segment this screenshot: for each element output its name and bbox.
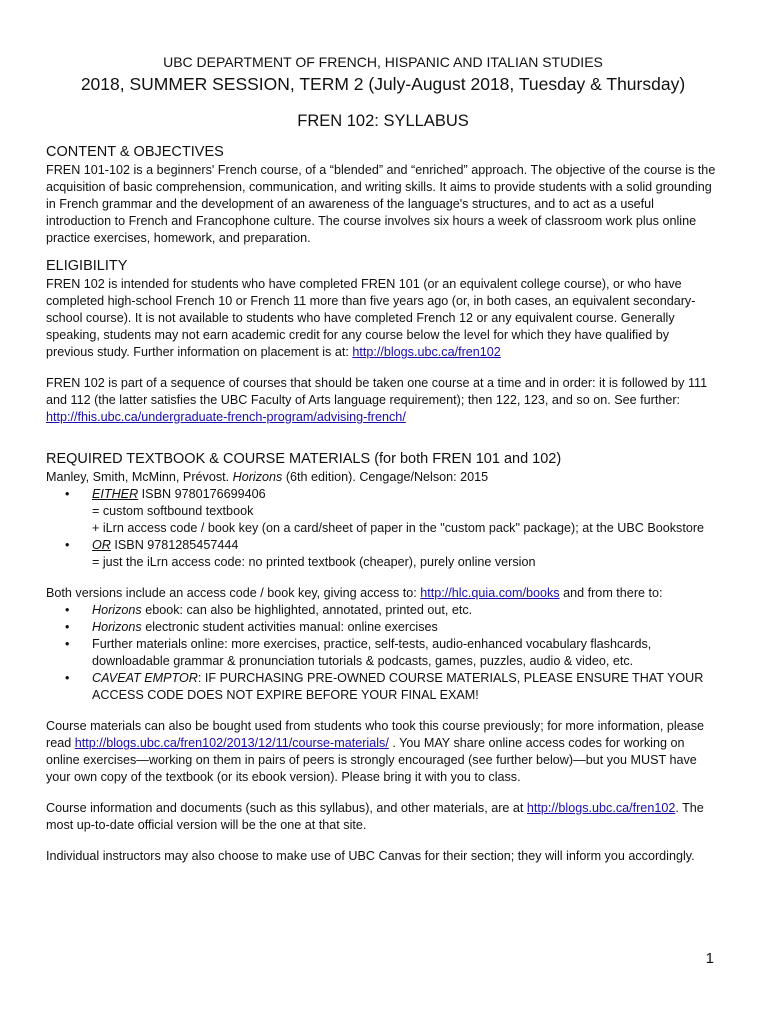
textbook-section: [46, 450, 720, 865]
list-item: [46, 602, 720, 619]
list-item: [46, 636, 720, 670]
citation-title: Horizons: [232, 470, 283, 484]
materials-list: [46, 602, 720, 704]
content-objectives-section: [46, 143, 720, 247]
list-item: [46, 670, 720, 704]
citation-authors: Manley, Smith, McMinn, Prévost.: [46, 470, 233, 484]
citation-rest: (6th edition). Cengage/Nelson: 2015: [282, 470, 489, 484]
bullet-icon: •: [65, 637, 70, 651]
manual-text: electronic student activities manual: online exercises: [141, 620, 438, 634]
option-either-label: EITHER: [92, 487, 139, 501]
used-materials-paragraph: [46, 718, 720, 786]
option-either-desc: = custom softbound textbook: [92, 504, 254, 518]
textbook-citation: [46, 469, 720, 486]
content-heading: CONTENT & OBJECTIVES: [46, 144, 224, 160]
bullet-icon: •: [65, 671, 70, 685]
eligibility-section: [46, 257, 720, 426]
option-or-isbn: ISBN 9781285457444: [110, 538, 239, 552]
page-number: 1: [705, 950, 714, 967]
used-text-1: Course materials can also be bought used from students who took this course previously; for more information, please read: [46, 719, 705, 750]
department-heading: UBC DEPARTMENT OF FRENCH, HISPANIC AND ITALIAN STUDIES: [163, 54, 603, 70]
ebook-title: Horizons: [92, 603, 142, 617]
session-heading: 2018, SUMMER SESSION, TERM 2 (July-August 2018, Tuesday & Thursday): [80, 74, 686, 94]
eligibility-paragraph-1: [46, 276, 720, 361]
used-text-2: . You MAY share online access codes for working on online exercises—working on them in pairs of peers is strongly encouraged (see further below)—but you MUST have your own copy of the textbook (or its ebook version). Please bring it with you to class.: [46, 736, 697, 784]
eligibility-text-2: FREN 102 is part of a sequence of courses that should be taken one course at a time and in order: it is followed by 111 and 112 (the latter satisfies the UBC Faculty of Arts language requirement); then 122, 123, and so on. See further:: [46, 376, 708, 407]
access-text: Both versions include an access code / book key, giving access to:: [46, 586, 421, 600]
ebook-text: ebook: can also be highlighted, annotated, printed out, etc.: [141, 603, 473, 617]
option-or-desc: = just the iLrn access code: no printed textbook (cheaper), purely online version: [92, 555, 536, 569]
list-item: [46, 619, 720, 636]
caveat-label: CAVEAT EMPTOR: [92, 671, 198, 685]
textbook-options-list: [46, 486, 720, 571]
access-paragraph: [46, 585, 720, 602]
page-title: FREN 102: SYLLABUS: [297, 112, 469, 130]
bullet-icon: •: [65, 620, 70, 634]
bullet-icon: •: [65, 538, 70, 552]
further-materials-text: Further materials online: more exercises, practice, self-tests, audio-enhanced vocabulary flashcards, downloadable grammar & pronunciation tutorials & podcasts, games, puzzles, audio & video, etc.: [92, 637, 652, 668]
eligibility-heading: ELIGIBILITY: [46, 258, 128, 274]
content-paragraph: FREN 101-102 is a beginners' French course, of a “blended” and “enriched” approach. The objective of the course is the acquisition of basic comprehension, communication, and writing skills. It aims to provide students with a solid grounding in French grammar and the development of an awareness of the language's structures, and to act as a useful introduction to French and Francophone culture. The course involves six hours a week of classroom work plus online practice exercises, homework, and preparation.: [46, 163, 716, 245]
quia-link[interactable]: http://hlc.quia.com/books: [420, 586, 560, 600]
bullet-icon: •: [65, 603, 70, 617]
option-either-access: + iLrn access code / book key (on a card/sheet of paper in the "custom pack" package); at the UBC Bookstore: [92, 521, 705, 535]
option-either-isbn: ISBN 9780176699406: [138, 487, 266, 501]
info-after: . The most up-to-date official version will be the one at that site.: [46, 801, 704, 832]
option-or-label: OR: [92, 538, 111, 552]
eligibility-text-1: FREN 102 is intended for students who have completed FREN 101 (or an equivalent college course), or who have completed high-school French 10 or French 11 more than five years ago (or, in both cases, an equivalent secondary-school course). It is not available to students who have completed French 12 or any equivalent course. Generally speaking, students may not earn academic credit for any course below the level for which they have qualified by previous study. Further information on placement is at:: [46, 277, 696, 359]
course-materials-link[interactable]: http://blogs.ubc.ca/fren102/2013/12/11/course-materials/: [74, 736, 389, 750]
canvas-paragraph: Individual instructors may also choose to make use of UBC Canvas for their section; they will inform you accordingly.: [46, 849, 695, 863]
eligibility-paragraph-2: [46, 375, 720, 426]
list-item: [46, 486, 720, 537]
syllabus-page: [46, 52, 720, 865]
bullet-icon: •: [65, 487, 70, 501]
textbook-heading: REQUIRED TEXTBOOK & COURSE MATERIALS (for both FREN 101 and 102): [46, 451, 562, 467]
advising-link[interactable]: http://fhis.ubc.ca/undergraduate-french-program/advising-french/: [46, 410, 406, 424]
access-after: and from there to:: [559, 586, 663, 600]
course-info-paragraph: [46, 800, 720, 834]
caveat-text: : IF PURCHASING PRE-OWNED COURSE MATERIALS, PLEASE ENSURE THAT YOUR ACCESS CODE DOES NOT EXPIRE BEFORE YOUR FINAL EXAM!: [92, 671, 704, 702]
placement-link[interactable]: http://blogs.ubc.ca/fren102: [352, 345, 501, 359]
manual-title: Horizons: [92, 620, 142, 634]
info-text: Course information and documents (such as this syllabus), and other materials, are at: [46, 801, 527, 815]
list-item: [46, 537, 720, 571]
course-blog-link[interactable]: http://blogs.ubc.ca/fren102: [526, 801, 676, 815]
